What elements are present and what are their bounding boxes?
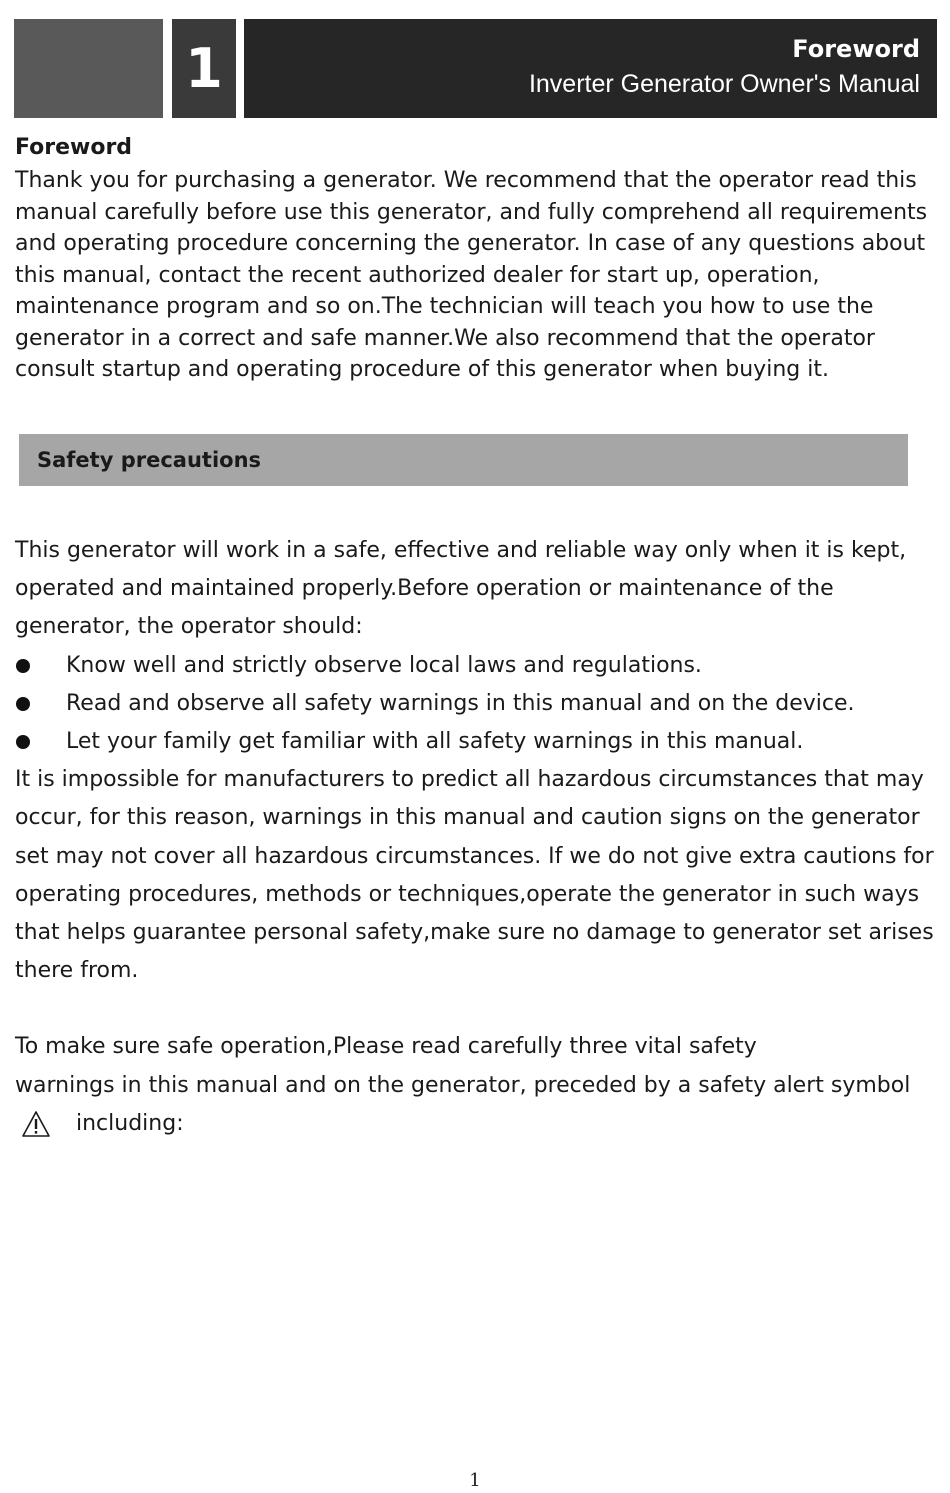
- chapter-number: 1: [172, 19, 236, 118]
- bullet-text: Read and observe all safety warnings in this manual and on the device.: [66, 690, 855, 716]
- including-text: including:: [76, 1110, 184, 1136]
- safety-intro: This generator will work in a safe, effective and reliable way only when it is kept, operated and maintained properly.Before operation or maintenance of the generator, the operator should:: [15, 538, 907, 640]
- page-number: 1: [469, 1470, 481, 1491]
- header-subtitle: Inverter Generator Owner's Manual: [528, 70, 920, 98]
- bullet-icon: [16, 659, 30, 673]
- list-item: [15, 647, 940, 685]
- foreword-section: [15, 131, 940, 386]
- paragraph-spacer: [15, 990, 940, 1028]
- foreword-body: Thank you for purchasing a generator. We recommend that the operator read this manual carefully before use this generator, and fully comprehend all requirements and operating procedure concerning the generator. In case of any questions about this manual, contact the recent authorized dealer for start up, operation, maintenance program and so on.The technician will teach you how to use the generator in a correct and safe manner.We also recommend that the operator consult startup and operating procedure of this generator when buying it.: [15, 168, 928, 382]
- bullet-text: Know well and strictly observe local laws and regulations.: [66, 652, 702, 678]
- bullet-icon: [16, 697, 30, 711]
- header-title: Foreword: [792, 35, 920, 63]
- bullet-text: Let your family get familiar with all safety warnings in this manual.: [66, 729, 804, 755]
- warning-triangle-icon: [21, 1110, 51, 1138]
- foreword-heading: Foreword: [15, 135, 133, 160]
- header-title-block: [244, 19, 937, 118]
- list-item: [15, 723, 940, 761]
- safety-alert-row: [15, 1105, 940, 1143]
- safety-bullet-list: [15, 647, 940, 762]
- vital-warnings-line-1: To make sure safe operation,Please read carefully three vital safety: [15, 1034, 757, 1060]
- vital-warnings-line-2: warnings in this manual and on the generator, preceded by a safety alert symbol: [15, 1072, 911, 1098]
- safety-precautions-heading: Safety precautions: [37, 448, 262, 472]
- list-item: [15, 685, 940, 723]
- safety-precautions-band: [19, 434, 908, 486]
- header-gray-block: [14, 19, 163, 118]
- hazard-paragraph: It is impossible for manufacturers to predict all hazardous circumstances that may occur, for this reason, warnings in this manual and caution signs on the generator set may not cover all hazardous circumstances. If we do not give extra cautions for operating procedures, methods or techniques,operate the generator in such ways that helps guarantee personal safety,make sure no damage to generator set arises there from.: [15, 767, 934, 984]
- bullet-icon: [16, 735, 30, 749]
- page-header: [14, 19, 937, 118]
- safety-section: [15, 532, 940, 1143]
